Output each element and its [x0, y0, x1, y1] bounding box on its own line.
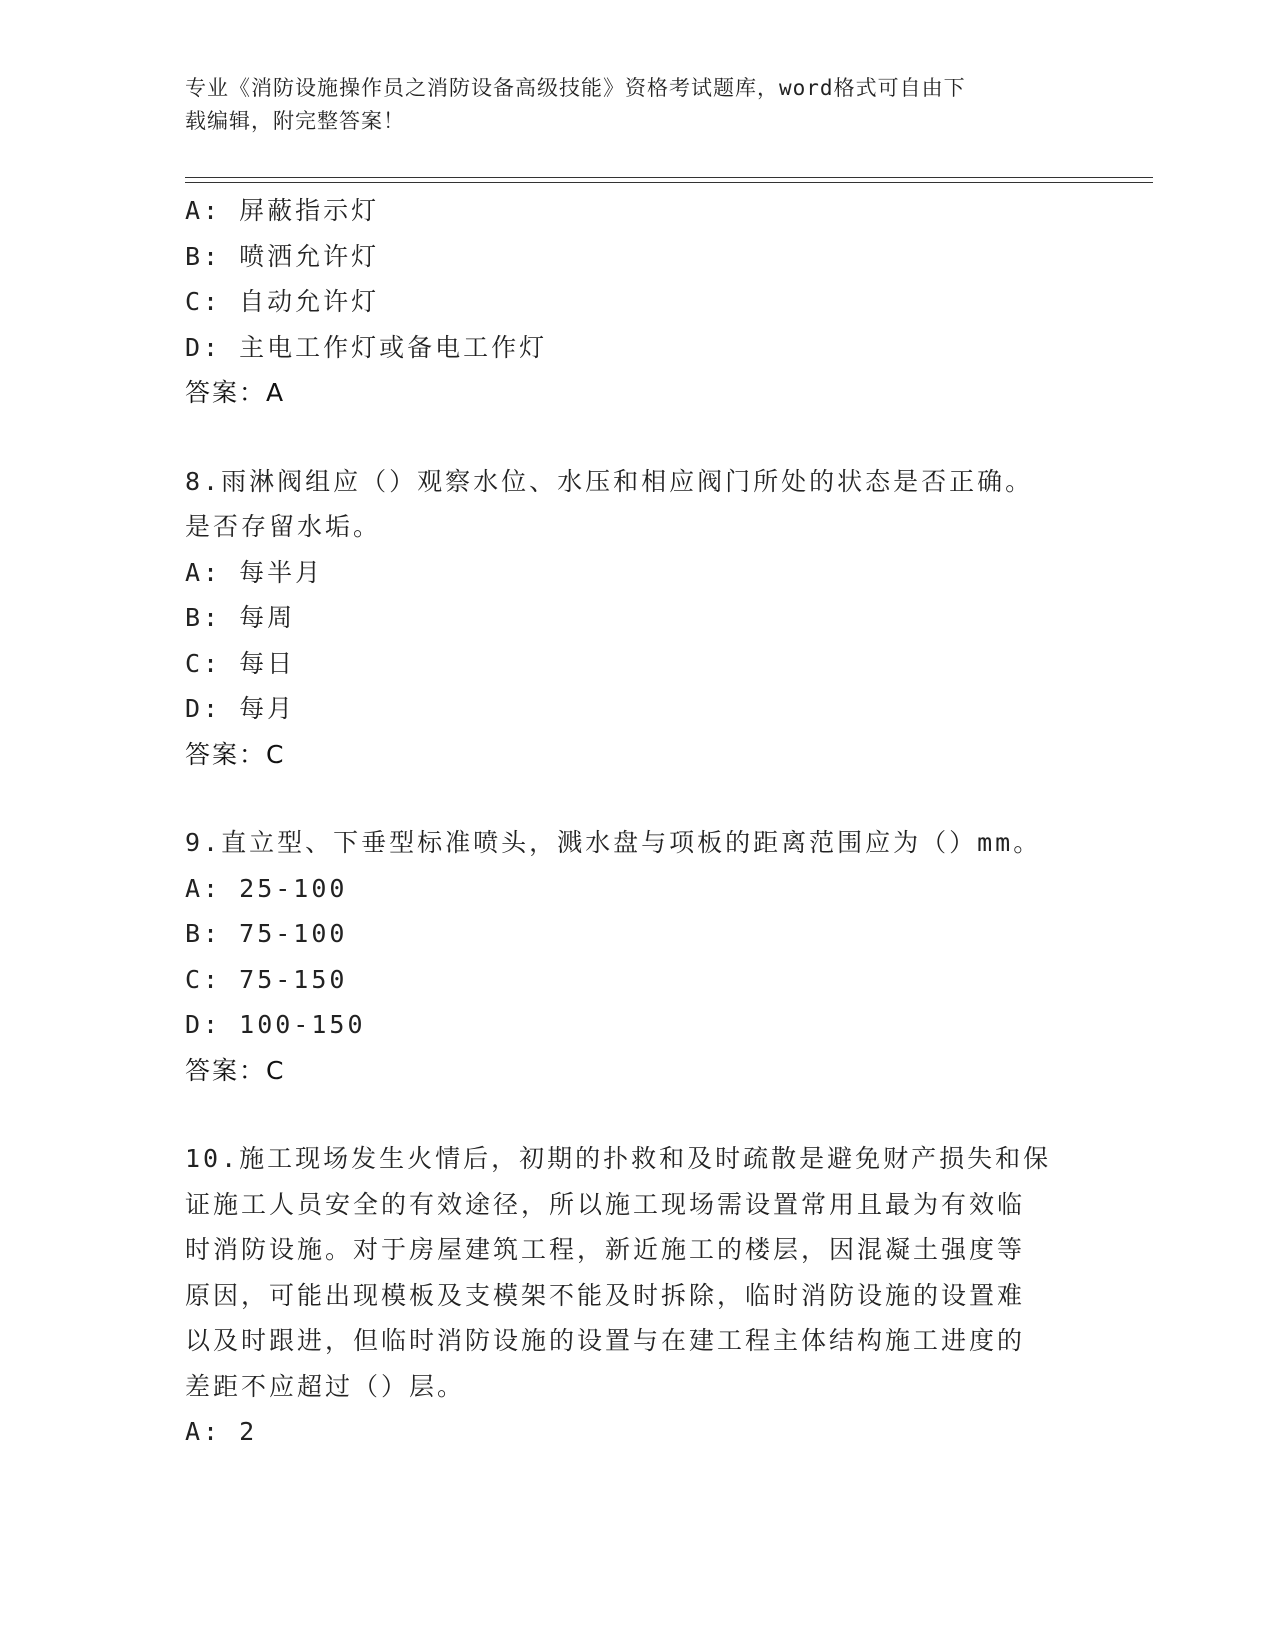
answer-line [185, 370, 1065, 416]
answer-label: 答案： [185, 739, 267, 769]
answer-value: A [266, 378, 285, 407]
question-line: 时消防设施。对于房屋建筑工程，新近施工的楼层，因混凝土强度等 [185, 1235, 1026, 1264]
header-rule-bottom [185, 182, 1153, 183]
document-header [185, 72, 1065, 138]
question-9 [185, 820, 1065, 1093]
option-a: A: 2 [185, 1417, 258, 1446]
header-line-2: 载编辑，附完整答案！ [185, 109, 405, 133]
question-10 [185, 1136, 1065, 1455]
answer-value: C [266, 1055, 285, 1085]
answer-label: 答案： [185, 1055, 267, 1085]
question-list [185, 188, 1065, 1455]
answer-line [185, 1048, 1065, 1094]
option-c: C: 自动允许灯 [185, 287, 380, 316]
header-line-1: 专业《消防设施操作员之消防设备高级技能》资格考试题库，word格式可自由下 [185, 76, 966, 100]
option-a: A: 每半月 [185, 557, 324, 587]
question-line: 是否存留水垢。 [185, 512, 382, 541]
question-text [185, 820, 1065, 866]
question-line: 证施工人员安全的有效途径，所以施工现场需设置常用且最为有效临 [185, 1189, 1026, 1219]
question-line: 10.施工现场发生火情后，初期的扑救和及时疏散是避免财产损失和保 [185, 1144, 1052, 1173]
answer-value: C [266, 739, 285, 769]
option-a: A: 25-100 [185, 873, 348, 903]
question-line: 8.雨淋阀组应（）观察水位、水压和相应阀门所处的状态是否正确。 [185, 466, 1034, 496]
answer-line [185, 732, 1065, 778]
question-line: 9.直立型、下垂型标准喷头，溅水盘与项板的距离范围应为（）mm。 [185, 828, 1042, 857]
question-line: 原因，可能出现模板及支模架不能及时拆除，临时消防设施的设置难 [185, 1280, 1026, 1310]
option-b: B: 每周 [185, 603, 296, 632]
option-d: D: 主电工作灯或备电工作灯 [185, 332, 548, 362]
option-d: D: 100-150 [185, 1010, 366, 1039]
option-b: B: 喷洒允许灯 [185, 241, 380, 271]
question-text [185, 459, 1065, 550]
option-d: D: 每月 [185, 694, 296, 723]
option-c: C: 每日 [185, 648, 296, 678]
option-b: B: 75-100 [185, 919, 348, 948]
question-7-continued [185, 188, 1065, 416]
option-a: A: 屏蔽指示灯 [185, 196, 380, 225]
header-rule-top [185, 177, 1153, 178]
question-line: 以及时跟进，但临时消防设施的设置与在建工程主体结构施工进度的 [185, 1326, 1026, 1355]
question-text [185, 1136, 1065, 1409]
question-line: 差距不应超过（）层。 [185, 1371, 466, 1401]
option-c: C: 75-150 [185, 964, 348, 994]
answer-label: 答案： [185, 378, 267, 407]
question-8 [185, 459, 1065, 778]
